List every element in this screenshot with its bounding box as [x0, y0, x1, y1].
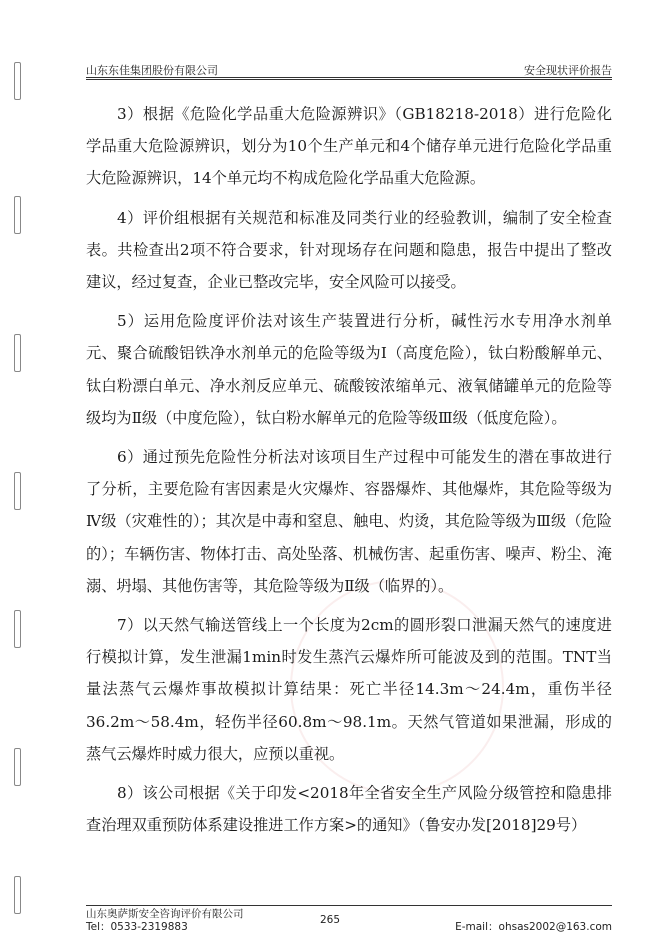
- binding-mark: [14, 334, 21, 372]
- paragraph-3: 3）根据《危险化学品重大危险源辨识》（GB18218-2018）进行危险化学品重大危险源辨识，划分为10个生产单元和4个储存单元进行危险化学品重大危险源辨识，14个单元均不构成危险化学品重大危险源。: [86, 105, 612, 188]
- binding-mark: [14, 748, 21, 786]
- binding-mark: [14, 472, 21, 510]
- footer-email: E-mail：ohsas2002@163.com: [455, 921, 612, 933]
- binding-mark: [14, 876, 21, 914]
- document-body: [86, 98, 612, 848]
- header-company: 山东东佳集团股份有限公司: [86, 64, 218, 77]
- paragraph-6: 6）通过预先危险性分析法对该项目生产过程中可能发生的潜在事故进行了分析，主要危险有害因素是火灾爆炸、容器爆炸、其他爆炸，其危险等级为Ⅳ级（灾难性的）；其次是中毒和窒息、触电、灼烫，其危险等级为Ⅲ级（危险的）；车辆伤害、物体打击、高处坠落、机械伤害、起重伤害、噪声、粉尘、淹溺、坍塌、其他伤害等，其危险等级为Ⅱ级（临界的）。: [86, 448, 612, 595]
- page-header: [86, 62, 612, 78]
- header-report-title: 安全现状评价报告: [524, 64, 612, 77]
- paragraph-5: 5）运用危险度评价法对该生产装置进行分析，碱性污水专用净水剂单元、聚合硫酸铝铁净水剂单元的危险等级为Ⅰ（高度危险），钛白粉酸解单元、钛白粉漂白单元、净水剂反应单元、硫酸铵浓缩单元、液氧储罐单元的危险等级均为Ⅱ级（中度危险），钛白粉水解单元的危险等级Ⅲ级（低度危险）。: [86, 312, 612, 427]
- page-number: 265: [320, 914, 341, 926]
- footer-company: 山东奥萨斯安全咨询评价有限公司: [86, 908, 244, 920]
- binding-mark: [14, 196, 21, 234]
- paragraph-4: 4）评价组根据有关规范和标准及同类行业的经验教训，编制了安全检查表。共检查出2项不符合要求，针对现场存在问题和隐患，报告中提出了整改建议，经过复查，企业已整改完毕，安全风险可以接受。: [86, 208, 612, 292]
- paragraph-8: 8）该公司根据《关于印发<2018年全省安全生产风险分级管控和隐患排查治理双重预防体系建设推进工作方案>的通知》（鲁安办发[2018]29号）: [86, 784, 612, 835]
- header-divider: [86, 77, 612, 80]
- binding-mark: [14, 62, 21, 100]
- footer-tel: Tel：0533-2319883: [86, 921, 188, 933]
- binding-mark: [14, 610, 21, 648]
- footer-divider: [86, 905, 612, 906]
- paragraph-7: 7）以天然气输送管线上一个长度为2cm的圆形裂口泄漏天然气的速度进行模拟计算，发生泄漏1min时发生蒸汽云爆炸所可能波及到的范围。TNT当量法蒸气云爆炸事故模拟计算结果：死亡半径14.3m～24.4m，重伤半径36.2m～58.4m，轻伤半径60.8m～98.1m。天然气管道如果泄漏，形成的蒸气云爆炸时威力很大，应预以重视。: [86, 616, 612, 763]
